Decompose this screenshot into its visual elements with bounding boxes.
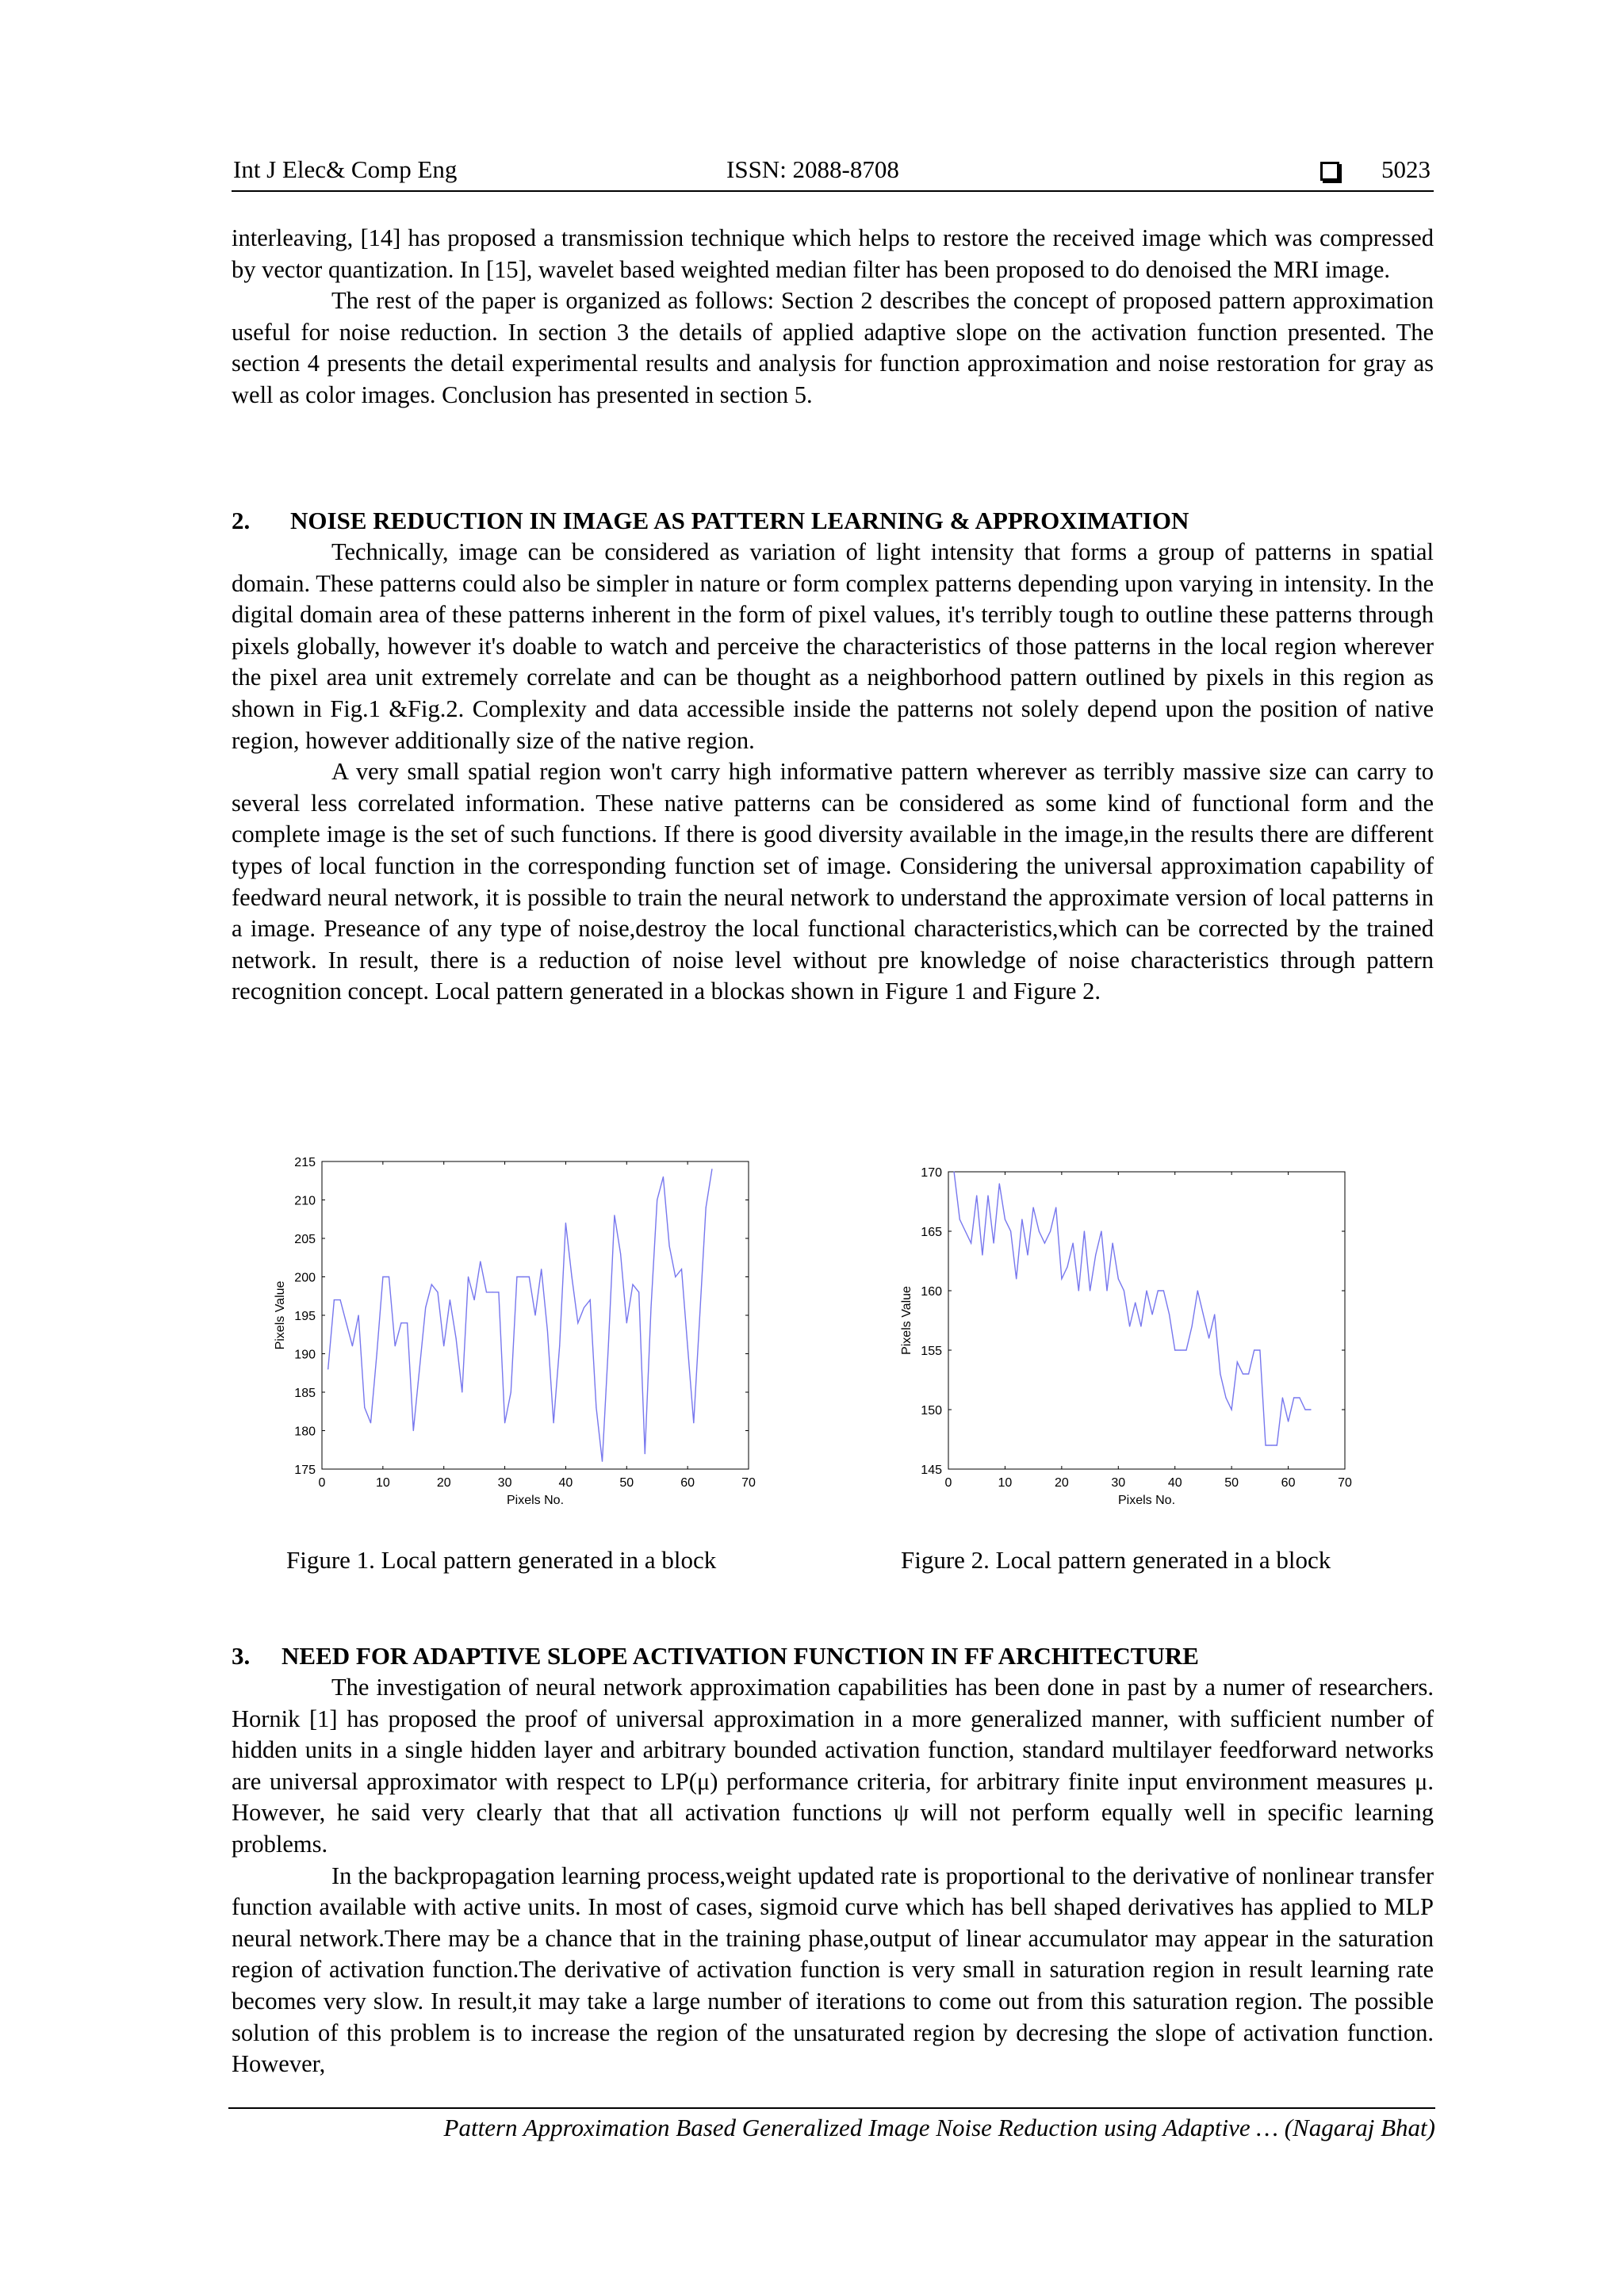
y-tick-label: 205: [294, 1233, 316, 1246]
x-tick-label: 20: [1054, 1476, 1069, 1490]
data-point: [1044, 1242, 1045, 1243]
data-point: [699, 1314, 700, 1315]
data-point: [1304, 1409, 1305, 1410]
data-point: [965, 1230, 966, 1231]
figure-2-caption: Figure 2. Local pattern generated in a block: [901, 1546, 1331, 1574]
data-point: [358, 1314, 359, 1315]
page-header: [232, 155, 1434, 192]
data-point: [987, 1195, 988, 1196]
data-point: [1197, 1290, 1198, 1291]
x-tick-label: 50: [1224, 1476, 1239, 1490]
section-2-text: [232, 537, 1434, 1008]
paragraph: The investigation of neural network approximation capabilities has been done in past by a numer of researchers. Hornik [1] has proposed the proof of universal approximation in a more generalized manner, with sufficient number of hidden units in a single hidden layer and arbitrary bounded activation function, standard multilayer feedforward networks are universal approximator with respect to LP(μ) performance criteria, for arbitrary finite input environment measures μ. However, he said very clearly that that all activation functions ψ will not perform equally well in specific learning problems.: [232, 1674, 1434, 1858]
data-point: [1010, 1230, 1011, 1231]
data-point: [1039, 1230, 1040, 1231]
x-tick-label: 20: [436, 1476, 451, 1490]
data-point: [364, 1407, 365, 1408]
data-point: [620, 1253, 621, 1254]
data-point: [999, 1183, 1000, 1184]
figure-2: [888, 1142, 1364, 1526]
data-point: [1061, 1278, 1062, 1279]
paragraph: In the backpropagation learning process,weight updated rate is proportional to the derivative of nonlinear transfer function available with active units. In most of cases, sigmoid curve which has bell shaped derivatives has applied to MLP neural network.There may be a chance that in the training phase,output of linear accumulator may appear in the saturation region of activation function.The derivative of activation function is very small in saturation region in result learning rate becomes very slow. In result,it may take a large number of iterations to come out from this saturation region. The possible solution of this problem is to increase the region of the unsaturated region by decresing the slope of activation function. However,: [232, 1862, 1434, 2078]
y-tick-label: 155: [921, 1345, 942, 1358]
y-tick-label: 165: [921, 1226, 942, 1239]
paragraph: The rest of the paper is organized as follows: Section 2 describes the concept of proposed pattern approximation useful for noise reduction. In section 3 the details of applied adaptive slope on the activation function presented. The section 4 presents the detail experimental results and analysis for function approximation and noise restoration for gray as well as color images. Conclusion has presented in section 5.: [232, 287, 1434, 408]
data-point: [559, 1345, 560, 1346]
data-point: [1084, 1230, 1085, 1231]
data-point: [626, 1322, 627, 1323]
y-tick-label: 190: [294, 1348, 316, 1362]
issn: ISSN: 2088-8708: [726, 155, 899, 183]
data-point: [413, 1430, 414, 1431]
paragraph: interleaving, [14] has proposed a transmission technique which helps to restore the received image which was compressed by vector quantization. In [15], wavelet based weighted median filter has been proposed to do denoised the MRI image.: [232, 224, 1434, 283]
data-point: [382, 1276, 383, 1277]
data-point: [327, 1368, 328, 1369]
data-point: [1146, 1290, 1147, 1291]
section-number: 2.: [232, 507, 251, 534]
section-2-heading: [232, 505, 1434, 537]
data-point: [553, 1422, 554, 1423]
plot-frame: [948, 1172, 1345, 1469]
data-point: [572, 1276, 573, 1277]
data-point: [1158, 1290, 1159, 1291]
data-point: [577, 1322, 578, 1323]
page-number: 5023: [1381, 155, 1431, 183]
y-tick-label: 150: [921, 1404, 942, 1418]
y-tick-label: 145: [921, 1464, 942, 1477]
data-point: [468, 1276, 469, 1277]
data-point: [1016, 1278, 1017, 1279]
section-3-text: [232, 1672, 1434, 2080]
data-point: [456, 1338, 457, 1339]
data-point: [431, 1284, 432, 1285]
x-axis-label: Pixels No.: [506, 1494, 565, 1507]
section-3-heading: [232, 1640, 1434, 1672]
data-point: [1288, 1421, 1289, 1422]
y-axis-label: Pixels Value: [900, 1286, 914, 1355]
data-point: [1248, 1373, 1249, 1374]
x-tick-label: 40: [1167, 1476, 1182, 1490]
section-title: NOISE REDUCTION IN IMAGE AS PATTERN LEARNING & APPROXIMATION: [290, 507, 1189, 534]
data-point: [1073, 1242, 1074, 1243]
data-point: [1106, 1290, 1107, 1291]
x-tick-label: 40: [558, 1476, 573, 1490]
data-point: [1050, 1230, 1051, 1231]
y-tick-label: 175: [294, 1464, 316, 1477]
x-axis-label: Pixels No.: [1117, 1494, 1176, 1507]
intro-text: [232, 223, 1434, 411]
data-point: [590, 1299, 591, 1300]
x-tick-label: 30: [497, 1476, 512, 1490]
data-point: [334, 1299, 335, 1300]
y-tick-label: 215: [294, 1156, 316, 1169]
data-point: [1311, 1409, 1312, 1410]
data-point: [954, 1171, 955, 1172]
section-title: NEED FOR ADAPTIVE SLOPE ACTIVATION FUNCTION IN FF ARCHITECTURE: [282, 1642, 1199, 1670]
series-line: [328, 1169, 712, 1462]
data-point: [529, 1276, 530, 1277]
data-point: [608, 1345, 609, 1346]
section-number: 3.: [232, 1642, 251, 1670]
y-tick-label: 180: [294, 1425, 316, 1439]
data-point: [1180, 1349, 1181, 1350]
data-point: [425, 1307, 426, 1308]
data-point: [400, 1322, 401, 1323]
data-point: [443, 1345, 444, 1346]
data-point: [1078, 1290, 1079, 1291]
figure-1-chart: [262, 1142, 777, 1522]
data-point: [650, 1307, 651, 1308]
data-point: [1118, 1278, 1119, 1279]
data-point: [1225, 1397, 1226, 1398]
y-tick-label: 195: [294, 1310, 316, 1323]
y-axis-label: Pixels Value: [274, 1280, 287, 1350]
x-tick-label: 50: [619, 1476, 634, 1490]
data-point: [480, 1261, 481, 1262]
x-tick-label: 0: [318, 1476, 326, 1490]
data-point: [1135, 1302, 1136, 1303]
data-point: [976, 1195, 977, 1196]
y-tick-label: 160: [921, 1285, 942, 1299]
y-tick-label: 200: [294, 1271, 316, 1285]
x-tick-label: 0: [944, 1476, 952, 1490]
data-point: [706, 1207, 707, 1208]
data-point: [370, 1422, 371, 1423]
figure-1: [262, 1142, 777, 1526]
x-tick-label: 10: [375, 1476, 390, 1490]
series-line: [954, 1172, 1311, 1445]
paragraph: A very small spatial region won't carry high informative pattern wherever as terribly massive size can carry to several less correlated information. These native patterns can be considered as some kind of functional form and the complete image is the set of such functions. If there is good diversity available in the image,in the results there are different types of local function in the corresponding function set of image. Considering the universal approximation capability of feedward neural network, it is possible to train the neural network to understand the approximate version of local patterns in a image. Preseance of any type of noise,destroy the local functional characteristics,which can be corrected by the trained network. In result, there is a reduction of noise level without pre knowledge of noise characteristics through pattern recognition concept. Local pattern generated in a blockas shown in Figure 1 and Figure 2.: [232, 758, 1434, 1005]
data-point: [516, 1276, 517, 1277]
data-point: [407, 1322, 408, 1323]
page-footer: [228, 2107, 1435, 2142]
journal-name: Int J Elec& Comp Eng: [233, 155, 458, 183]
data-point: [1185, 1349, 1186, 1350]
x-tick-label: 70: [1338, 1476, 1352, 1490]
data-point: [1293, 1397, 1294, 1398]
data-point: [1299, 1397, 1300, 1398]
data-point: [504, 1422, 505, 1423]
x-tick-label: 70: [741, 1476, 756, 1490]
data-point: [602, 1461, 603, 1462]
data-point: [1163, 1290, 1164, 1291]
data-point: [346, 1322, 347, 1323]
data-point: [693, 1422, 694, 1423]
data-point: [1174, 1349, 1175, 1350]
data-point: [352, 1345, 353, 1346]
data-point: [1208, 1337, 1209, 1338]
y-tick-label: 210: [294, 1194, 316, 1208]
x-tick-label: 30: [1111, 1476, 1126, 1490]
data-point: [1027, 1254, 1028, 1255]
data-point: [1282, 1397, 1283, 1398]
data-point: [1231, 1409, 1232, 1410]
data-point: [1259, 1349, 1260, 1350]
figure-1-caption: Figure 1. Local pattern generated in a block: [286, 1546, 717, 1574]
data-point: [1095, 1254, 1096, 1255]
running-title: Pattern Approximation Based Generalized Image Noise Reduction using Adaptive … (Nagaraj Bhat): [443, 2114, 1435, 2141]
data-point: [340, 1299, 341, 1300]
y-tick-label: 170: [921, 1166, 942, 1180]
x-tick-label: 10: [998, 1476, 1013, 1490]
data-point: [675, 1276, 676, 1277]
figure-2-chart: [888, 1142, 1364, 1522]
data-point: [632, 1284, 633, 1285]
data-point: [1237, 1361, 1238, 1362]
x-tick-label: 60: [1281, 1476, 1296, 1490]
y-tick-label: 185: [294, 1387, 316, 1400]
data-point: [534, 1314, 535, 1315]
data-point: [395, 1345, 396, 1346]
x-tick-label: 60: [680, 1476, 695, 1490]
checkbox-square-icon: [1320, 162, 1339, 181]
data-point: [474, 1299, 475, 1300]
paragraph: Technically, image can be considered as variation of light intensity that forms a group of patterns in spatial domain. These patterns could also be simpler in nature or form complex patterns depending upon varying in intensity. In the digital domain area of these patterns inherent in the form of pixel values, it's terribly tough to outline these patterns through pixels globally, however it's doable to watch and perceive the characteristics of those patterns in the local region wherever the pixel area unit extremely correlate and can be thought as a neighborhood pattern outlined by pixels in this region as shown in Fig.1 &Fig.2. Complexity and data accessible inside the patterns not solely depend upon the position of native region, however additionally size of the native region.: [232, 538, 1434, 754]
data-point: [547, 1330, 548, 1331]
